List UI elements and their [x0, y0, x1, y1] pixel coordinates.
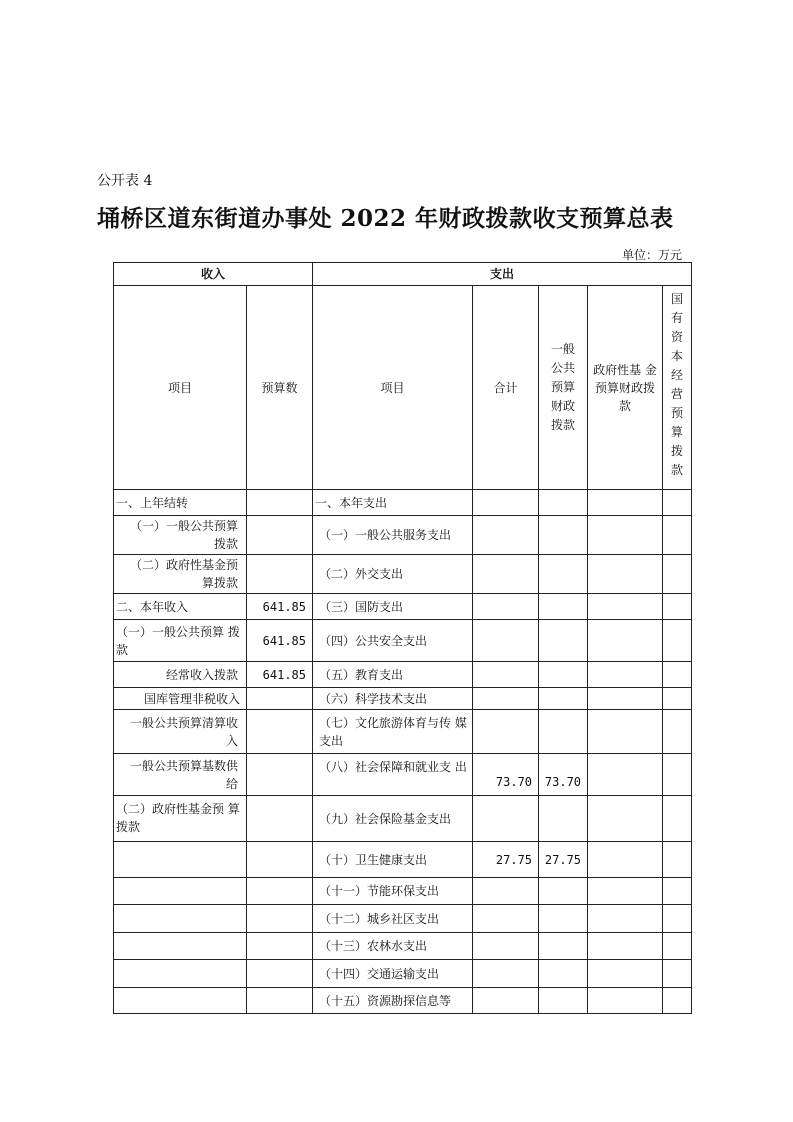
general-public-cell [539, 796, 588, 842]
total-cell [473, 933, 539, 960]
expense-item: （十四）交通运输支出 [313, 960, 473, 988]
state-capital-cell [663, 905, 692, 933]
total-cell [473, 620, 539, 662]
gov-fund-cell [588, 754, 663, 796]
general-public-cell [539, 710, 588, 754]
general-public-cell [539, 688, 588, 710]
income-amount [247, 933, 313, 960]
state-capital-cell [663, 878, 692, 905]
gov-fund-cell [588, 878, 663, 905]
gov-fund-header: 政府性基 金预算财政拨 款 [588, 286, 663, 490]
state-capital-cell [663, 688, 692, 710]
state-capital-cell [663, 620, 692, 662]
expense-item: （十三）农林水支出 [313, 933, 473, 960]
general-public-cell: 27.75 [539, 842, 588, 878]
table-label: 公开表 4 [97, 173, 153, 189]
gov-fund-cell [588, 905, 663, 933]
income-amount [247, 960, 313, 988]
income-amount [247, 878, 313, 905]
expense-item: （十一）节能环保支出 [313, 878, 473, 905]
gov-fund-cell [588, 710, 663, 754]
income-item [114, 555, 247, 594]
income-item: 经常收入拨款 [114, 662, 247, 688]
gov-fund-cell [588, 933, 663, 960]
income-amount [247, 688, 313, 710]
income-item [114, 754, 247, 796]
total-cell [473, 555, 539, 594]
income-item [114, 933, 247, 960]
income-amount [247, 796, 313, 842]
page-title: 埇桥区道东街道办事处 2022 年财政拨款收支预算总表 [97, 205, 674, 232]
gov-fund-cell [588, 555, 663, 594]
general-public-cell [539, 933, 588, 960]
total-cell: 27.75 [473, 842, 539, 878]
income-amount [247, 842, 313, 878]
state-capital-cell [663, 960, 692, 988]
general-public-cell [539, 490, 588, 516]
income-item [114, 988, 247, 1014]
income-amount [247, 516, 313, 555]
state-capital-cell [663, 988, 692, 1014]
expense-item: （三）国防支出 [313, 594, 473, 620]
total-cell [473, 796, 539, 842]
expense-header: 支出 [313, 263, 692, 286]
general-public-cell [539, 905, 588, 933]
income-item [114, 960, 247, 988]
income-item [114, 710, 247, 754]
gov-fund-cell [588, 594, 663, 620]
income-amount: 641.85 [247, 662, 313, 688]
income-item: 国库管理非税收入 [114, 688, 247, 710]
state-capital-header-text: 国有资本经营预算拨款 [671, 292, 684, 477]
gov-fund-cell [588, 688, 663, 710]
income-item-text: （二）政府性基金预算拨款 [129, 558, 238, 590]
state-capital-cell [663, 796, 692, 842]
total-cell [473, 988, 539, 1014]
total-cell [473, 905, 539, 933]
general-public-cell [539, 960, 588, 988]
expense-item-header: 项目 [313, 286, 473, 490]
income-amount [247, 710, 313, 754]
total-cell [473, 594, 539, 620]
income-item [114, 842, 247, 878]
income-amount [247, 988, 313, 1014]
budget-amount-header: 预算数 [247, 286, 313, 490]
state-capital-header [663, 286, 692, 490]
state-capital-cell [663, 662, 692, 688]
general-public-cell [539, 662, 588, 688]
general-public-cell [539, 620, 588, 662]
income-item: （一）一般公共预算 拨款 [114, 620, 247, 662]
general-public-cell [539, 555, 588, 594]
state-capital-cell [663, 490, 692, 516]
income-item [114, 905, 247, 933]
gov-fund-cell [588, 662, 663, 688]
total-cell [473, 490, 539, 516]
gov-fund-cell [588, 988, 663, 1014]
general-public-cell: 73.70 [539, 754, 588, 796]
income-item [114, 516, 247, 555]
income-item-text: 一般公共预算基数供给 [130, 758, 239, 791]
expense-item: 一、本年支出 [313, 490, 473, 516]
total-cell [473, 688, 539, 710]
expense-item: （十二）城乡社区支出 [313, 905, 473, 933]
total-cell [473, 710, 539, 754]
state-capital-cell [663, 842, 692, 878]
expense-item: （七）文化旅游体育与传 媒支出 [313, 710, 473, 754]
total-cell [473, 878, 539, 905]
expense-item: （五）教育支出 [313, 662, 473, 688]
gov-fund-cell [588, 960, 663, 988]
income-item: 二、本年收入 [114, 594, 247, 620]
total-cell [473, 516, 539, 555]
gov-fund-cell [588, 842, 663, 878]
expense-item: （十）卫生健康支出 [313, 842, 473, 878]
general-public-cell [539, 988, 588, 1014]
expense-item: （九）社会保险基金支出 [313, 796, 473, 842]
state-capital-cell [663, 754, 692, 796]
general-public-cell [539, 878, 588, 905]
total-cell [473, 662, 539, 688]
gov-fund-cell [588, 796, 663, 842]
expense-item: （八）社会保障和就业支 出 [313, 754, 473, 796]
state-capital-cell [663, 933, 692, 960]
general-public-cell [539, 516, 588, 555]
income-header: 收入 [114, 263, 313, 286]
general-public-header-text: 一般公共预算财政拨款 [551, 342, 576, 432]
general-public-cell [539, 594, 588, 620]
expense-item: （二）外交支出 [313, 555, 473, 594]
expense-item: （一）一般公共服务支出 [313, 516, 473, 555]
state-capital-cell [663, 555, 692, 594]
state-capital-cell [663, 710, 692, 754]
state-capital-cell [663, 516, 692, 555]
income-amount [247, 555, 313, 594]
income-amount [247, 754, 313, 796]
gov-fund-cell [588, 516, 663, 555]
income-item: 一、上年结转 [114, 490, 247, 516]
expense-item: （十五）资源勘探信息等 [313, 988, 473, 1014]
income-item-text: 一般公共预算清算收入 [130, 715, 239, 748]
total-header: 合计 [473, 286, 539, 490]
budget-table [113, 262, 692, 1014]
income-item: （二）政府性基金预 算拨款 [114, 796, 247, 842]
expense-item: （六）科学技术支出 [313, 688, 473, 710]
unit-label: 单位：万元 [622, 248, 683, 262]
income-amount [247, 490, 313, 516]
income-amount: 641.85 [247, 620, 313, 662]
gov-fund-cell [588, 490, 663, 516]
state-capital-cell [663, 594, 692, 620]
income-amount [247, 905, 313, 933]
income-amount: 641.85 [247, 594, 313, 620]
expense-item: （四）公共安全支出 [313, 620, 473, 662]
gov-fund-cell [588, 620, 663, 662]
general-public-header [539, 286, 588, 490]
total-cell: 73.70 [473, 754, 539, 796]
total-cell [473, 960, 539, 988]
income-item-header: 项目 [114, 286, 247, 490]
income-item-text: （一）一般公共预算拨款 [129, 519, 238, 551]
income-item [114, 878, 247, 905]
